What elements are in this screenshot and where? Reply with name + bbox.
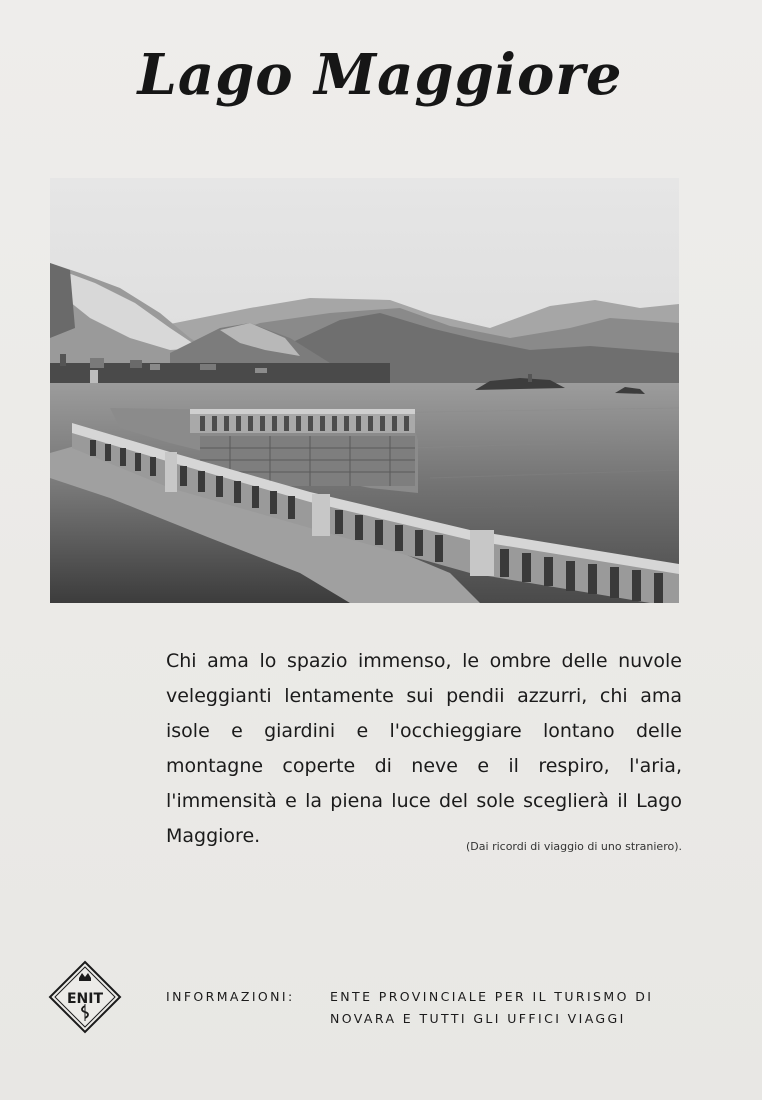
description-paragraph: Chi ama lo spazio immenso, le ombre delle nuvole veleggianti lentamente sui pendii azzurri, chi ama isole e giardini e l'occhieggiare lontano delle montagne coperte di neve e il respiro, l'aria, l'immensità e la piena luce del sole sceglierà il Lago Maggiore. [166, 650, 682, 847]
enit-diamond-logo [48, 960, 122, 1034]
poster-title: Lago Maggiore [137, 42, 623, 108]
info-line-2: NOVARA E TUTTI GLI UFFICI VIAGGI [330, 1011, 626, 1026]
lake-photograph [50, 178, 679, 603]
info-line-1: ENTE PROVINCIALE PER IL TURISMO DI [330, 989, 654, 1004]
quote-source-caption: (Dai ricordi di viaggio di uno straniero). [466, 840, 682, 853]
information-footer [166, 986, 686, 1030]
info-label: INFORMAZIONI: [166, 989, 295, 1004]
logo-text: ENIT [66, 991, 104, 1007]
